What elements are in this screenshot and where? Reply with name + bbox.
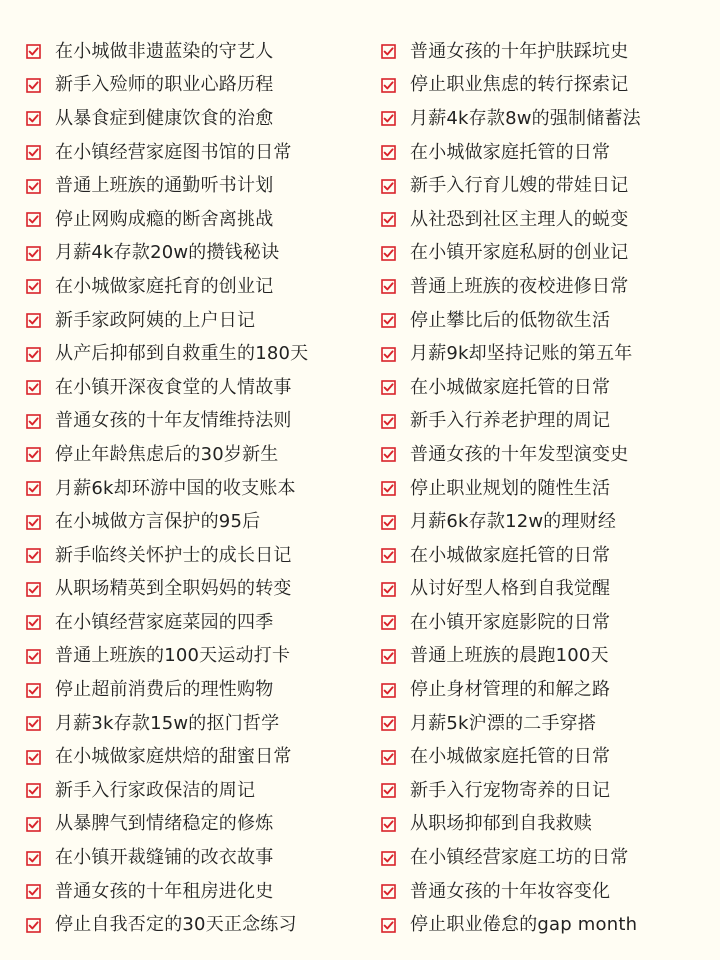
checklist-item	[26, 371, 356, 405]
checklist-item	[381, 740, 711, 774]
checklist-item	[26, 841, 356, 875]
checklist-item	[26, 808, 356, 842]
checked-box-icon	[26, 414, 41, 429]
checklist-item-text: 普通女孩的十年发型演变史	[410, 443, 629, 465]
checklist-item-text: 新手入殓师的职业心路历程	[55, 74, 274, 96]
checklist-item-text: 停止攀比后的低物欲生活	[410, 309, 611, 331]
checklist-item-text: 停止自我否定的30天正念练习	[55, 914, 297, 936]
checklist-item-text: 普通上班族的通勤听书计划	[55, 175, 274, 197]
checked-box-icon	[381, 380, 396, 395]
checked-box-icon	[26, 582, 41, 597]
checked-box-icon	[381, 615, 396, 630]
checklist-item	[26, 573, 356, 607]
checklist-item-text: 在小城做家庭托管的日常	[410, 141, 611, 163]
checklist-item	[26, 203, 356, 237]
checklist-item	[26, 237, 356, 271]
checked-box-icon	[381, 515, 396, 530]
checklist-item	[381, 169, 711, 203]
checklist-item	[381, 774, 711, 808]
checklist-item	[381, 270, 711, 304]
checked-box-icon	[26, 548, 41, 563]
checked-box-icon	[26, 212, 41, 227]
checklist-item-text: 月薪5k沪漂的二手穿搭	[410, 712, 597, 734]
checklist-item	[381, 69, 711, 103]
checklist-item-text: 停止身材管理的和解之路	[410, 679, 611, 701]
checklist-item	[26, 472, 356, 506]
checklist-item-text: 从暴脾气到情绪稳定的修炼	[55, 813, 274, 835]
checklist-item-text: 在小镇经营家庭菜园的四季	[55, 611, 274, 633]
checked-box-icon	[26, 447, 41, 462]
checklist-item	[381, 808, 711, 842]
checklist-item	[26, 304, 356, 338]
checked-box-icon	[26, 817, 41, 832]
checklist-item-text: 月薪4k存款20w的攒钱秘诀	[55, 242, 280, 264]
checked-box-icon	[26, 313, 41, 328]
checked-box-icon	[381, 447, 396, 462]
checklist-item	[26, 69, 356, 103]
checked-box-icon	[26, 481, 41, 496]
checklist-item	[26, 774, 356, 808]
checked-box-icon	[381, 851, 396, 866]
checked-box-icon	[26, 78, 41, 93]
checked-box-icon	[381, 582, 396, 597]
checklist-item-text: 月薪6k却环游中国的收支账本	[55, 477, 296, 499]
checklist-item	[26, 337, 356, 371]
checklist-item	[26, 270, 356, 304]
checklist-item-text: 在小镇开家庭私厨的创业记	[410, 242, 629, 264]
checklist-item	[26, 640, 356, 674]
checklist-item	[381, 203, 711, 237]
checked-box-icon	[26, 884, 41, 899]
checked-box-icon	[381, 884, 396, 899]
checklist-item-text: 新手入行养老护理的周记	[410, 410, 611, 432]
checklist-item	[381, 237, 711, 271]
checklist-item	[381, 673, 711, 707]
checked-box-icon	[26, 515, 41, 530]
checklist-item	[26, 102, 356, 136]
checked-box-icon	[26, 279, 41, 294]
checklist-item-text: 停止职业焦虑的转行探索记	[410, 74, 629, 96]
checklist-item	[26, 875, 356, 909]
checked-box-icon	[381, 347, 396, 362]
checklist-item-text: 从讨好型人格到自我觉醒	[410, 578, 611, 600]
checklist-item-text: 从职场抑郁到自我救赎	[410, 813, 592, 835]
checked-box-icon	[381, 649, 396, 664]
checklist-item	[26, 707, 356, 741]
checked-box-icon	[381, 179, 396, 194]
checklist-item-text: 普通上班族的夜校进修日常	[410, 275, 629, 297]
checklist-item	[381, 573, 711, 607]
checked-box-icon	[26, 246, 41, 261]
checklist-item-text: 新手入行宠物寄养的日记	[410, 779, 611, 801]
checked-box-icon	[381, 78, 396, 93]
checklist-item	[381, 841, 711, 875]
checklist-item	[381, 505, 711, 539]
checklist-item	[26, 136, 356, 170]
checklist-item	[26, 405, 356, 439]
checklist-item-text: 月薪3k存款15w的抠门哲学	[55, 712, 280, 734]
checklist-item-text: 停止超前消费后的理性购物	[55, 679, 274, 701]
checked-box-icon	[381, 212, 396, 227]
checklist-item-text: 普通女孩的十年租房进化史	[55, 880, 274, 902]
checklist-item-text: 在小镇开家庭影院的日常	[410, 611, 611, 633]
checklist-item	[381, 35, 711, 69]
checked-box-icon	[381, 817, 396, 832]
checked-box-icon	[381, 414, 396, 429]
checklist-item	[26, 740, 356, 774]
checklist-item	[26, 505, 356, 539]
checklist-item-text: 在小城做家庭托育的创业记	[55, 275, 274, 297]
checklist-item-text: 普通上班族的100天运动打卡	[55, 645, 291, 667]
checklist-item-text: 停止职业规划的随性生活	[410, 477, 611, 499]
checked-box-icon	[381, 246, 396, 261]
checklist-item	[381, 405, 711, 439]
checked-box-icon	[26, 145, 41, 160]
checklist-item	[26, 35, 356, 69]
checklist-item-text: 新手家政阿姨的上户日记	[55, 309, 256, 331]
checklist-item-text: 在小镇开深夜食堂的人情故事	[55, 376, 292, 398]
checklist-item	[381, 136, 711, 170]
checked-box-icon	[381, 918, 396, 933]
checklist-item	[26, 539, 356, 573]
checklist-item-text: 新手入行育儿嫂的带娃日记	[410, 175, 629, 197]
checklist-item-text: 普通上班族的晨跑100天	[410, 645, 609, 667]
checked-box-icon	[26, 649, 41, 664]
checklist-item-text: 月薪6k存款12w的理财经	[410, 511, 617, 533]
checked-box-icon	[381, 750, 396, 765]
checklist-item-text: 在小镇经营家庭工坊的日常	[410, 847, 629, 869]
checked-box-icon	[26, 716, 41, 731]
checklist-item	[381, 539, 711, 573]
checklist-item	[26, 908, 356, 942]
checklist-item	[381, 102, 711, 136]
checked-box-icon	[381, 279, 396, 294]
checked-box-icon	[26, 347, 41, 362]
checklist-item	[381, 438, 711, 472]
checklist-item-text: 在小城做家庭托管的日常	[410, 376, 611, 398]
checklist-item-text: 新手临终关怀护士的成长日记	[55, 544, 292, 566]
checklist-item-text: 从产后抑郁到自救重生的180天	[55, 343, 309, 365]
checklist-item-text: 从职场精英到全职妈妈的转变	[55, 578, 292, 600]
checklist-item	[381, 472, 711, 506]
checklist-item	[381, 908, 711, 942]
checklist-item-text: 从暴食症到健康饮食的治愈	[55, 107, 274, 129]
checked-box-icon	[381, 111, 396, 126]
checklist-item-text: 在小城做方言保护的95后	[55, 511, 261, 533]
checked-box-icon	[381, 313, 396, 328]
checked-box-icon	[26, 615, 41, 630]
checklist-item-text: 新手入行家政保洁的周记	[55, 779, 256, 801]
checklist-item-text: 在小城做非遗蓝染的守艺人	[55, 40, 274, 62]
checklist-item	[381, 606, 711, 640]
checklist-item	[26, 438, 356, 472]
checked-box-icon	[381, 44, 396, 59]
checked-box-icon	[26, 783, 41, 798]
checked-box-icon	[26, 179, 41, 194]
checked-box-icon	[26, 380, 41, 395]
checklist-item	[26, 169, 356, 203]
checklist-item	[381, 371, 711, 405]
checklist-item	[381, 337, 711, 371]
checklist-item	[381, 875, 711, 909]
checklist-item	[26, 606, 356, 640]
checklist-item-text: 月薪4k存款8w的强制储蓄法	[410, 107, 641, 129]
checked-box-icon	[26, 683, 41, 698]
checklist-item-text: 在小镇开裁缝铺的改衣故事	[55, 847, 274, 869]
checklist-item-text: 在小镇经营家庭图书馆的日常	[55, 141, 292, 163]
checklist-item-text: 在小城做家庭烘焙的甜蜜日常	[55, 746, 292, 768]
checklist-item	[26, 673, 356, 707]
checked-box-icon	[381, 683, 396, 698]
checklist-item	[381, 707, 711, 741]
checked-box-icon	[381, 481, 396, 496]
checked-box-icon	[26, 111, 41, 126]
checklist-item	[381, 640, 711, 674]
checked-box-icon	[26, 918, 41, 933]
checklist-item-text: 停止年龄焦虑后的30岁新生	[55, 443, 279, 465]
checklist-item-text: 月薪9k却坚持记账的第五年	[410, 343, 633, 365]
left-checklist	[26, 35, 356, 942]
checked-box-icon	[26, 44, 41, 59]
checklist-item	[381, 304, 711, 338]
right-checklist	[381, 35, 711, 942]
checklist-item-text: 在小城做家庭托管的日常	[410, 746, 611, 768]
checklist-item-text: 从社恐到社区主理人的蜕变	[410, 208, 629, 230]
checklist-item-text: 停止职业倦怠的gap month	[410, 914, 638, 936]
checked-box-icon	[381, 548, 396, 563]
checked-box-icon	[381, 783, 396, 798]
checked-box-icon	[26, 851, 41, 866]
checklist-item-text: 普通女孩的十年护肤踩坑史	[410, 40, 629, 62]
checklist-item-text: 普通女孩的十年妆容变化	[410, 880, 611, 902]
checked-box-icon	[26, 750, 41, 765]
checked-box-icon	[381, 716, 396, 731]
checklist-item-text: 在小城做家庭托管的日常	[410, 544, 611, 566]
checklist-item-text: 普通女孩的十年友情维持法则	[55, 410, 292, 432]
checked-box-icon	[381, 145, 396, 160]
checklist-item-text: 停止网购成瘾的断舍离挑战	[55, 208, 274, 230]
